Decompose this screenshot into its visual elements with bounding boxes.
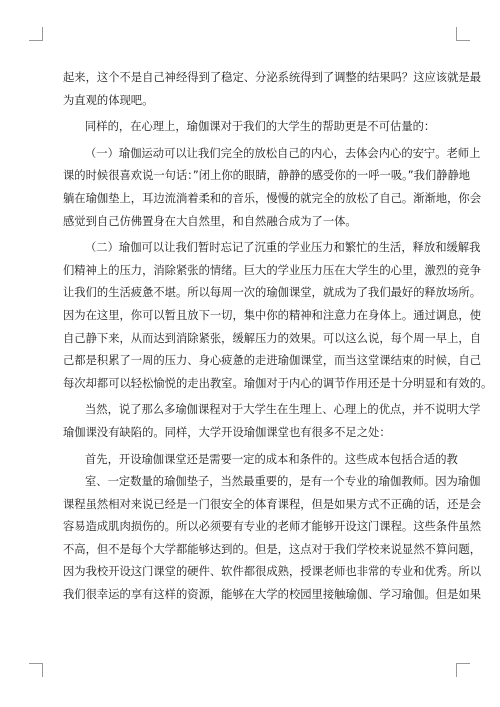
- text-line: 同样的，在心理上，瑜伽课对于我们的大学生的帮助更是不可估量的：: [85, 120, 436, 134]
- text-line: 起来，这个不是自己神经得到了稳定、分泌系统得到了调整的结果吗？这应该就是最: [63, 71, 481, 84]
- text-line: 躺在瑜伽垫上，耳边流淌着柔和的音乐，慢慢的就完全的放松了自己。渐渐地，你会: [63, 191, 481, 205]
- text-line: 因为在这里，你可以暂且放下一切，集中你的精神和注意力在身体上。通过调息，使: [63, 308, 481, 322]
- text-line: 为直观的体现吧。: [63, 93, 154, 107]
- text-line: 课的时候很喜欢说一句话：”闭上你的眼睛，静静的感受你的一呼一吸。”我们静静地: [63, 169, 471, 183]
- text-line: 们精神上的压力，消除紧张的情绪。巨大的学业压力压在大学生的心里，激烈的竞争: [63, 263, 481, 277]
- text-line: 不高，但不是每个大学都能够达到的。但是，这点对于我们学校来说显然不算问题，: [63, 542, 481, 556]
- text-line: 容易造成肌肉损伤的。所以必须要有专业的老师才能够开设这门课程。这些条件虽然: [63, 520, 481, 534]
- text-line: （二）瑜伽可以让我们暂时忘记了沉重的学业压力和繁忙的生活，释放和缓解我: [85, 241, 481, 255]
- text-line: 自己静下来，从而达到消除紧张，缓解压力的效果。可以这么说，每个周一早上，自: [63, 331, 481, 345]
- text-line: 因为我校开设这门课堂的硬件、软件都很成熟，授课老师也非常的专业和优秀。所以: [63, 565, 481, 579]
- text-line: 己都是积累了一周的压力、身心疲惫的走进瑜伽课堂，而当这堂课结束的时候，自己: [63, 354, 481, 368]
- crop-mark-bottom-right: [456, 663, 470, 677]
- text-line: 让我们的生活疲惫不堪。所以每周一次的瑜伽课堂，就成为了我们最好的释放场所。: [63, 286, 481, 300]
- document-body: [63, 67, 493, 607]
- text-line: 室、一定数量的瑜伽垫子，当然最重要的，是有一个专业的瑜伽教师。因为瑜伽: [85, 475, 481, 489]
- text-line: 我们很幸运的享有这样的资源，能够在大学的校园里接触瑜伽、学习瑜伽。但是如果: [63, 588, 481, 602]
- crop-mark-bottom-left: [29, 663, 43, 677]
- crop-mark-top-left: [29, 27, 43, 41]
- text-line: 当然，说了那么多瑜伽课程对于大学生在生理上、心理上的优点，并不说明大学: [85, 403, 481, 417]
- text-line: 课程虽然相对来说已经是一门很安全的体育课程，但是如果方式不正确的话，还是会: [63, 497, 481, 511]
- text-line: 感觉到自己仿佛置身在大自然里，和自然融合成为了一体。: [63, 214, 357, 228]
- text-line: 每次却都可以轻松愉悦的走出教室。瑜伽对于内心的调节作用还是十分明显和有效的。: [63, 376, 493, 390]
- text-line: 瑜伽课没有缺陷的。同样，大学开设瑜伽课堂也有很多不足之处：: [63, 425, 391, 439]
- text-line: 首先，开设瑜伽课堂还是需要一定的成本和条件的。这些成本包括合适的教: [85, 452, 458, 466]
- text-line: （一）瑜伽运动可以让我们完全的放松自己的内心，去体会内心的安宁。老师上: [85, 146, 481, 160]
- crop-mark-top-right: [456, 27, 470, 41]
